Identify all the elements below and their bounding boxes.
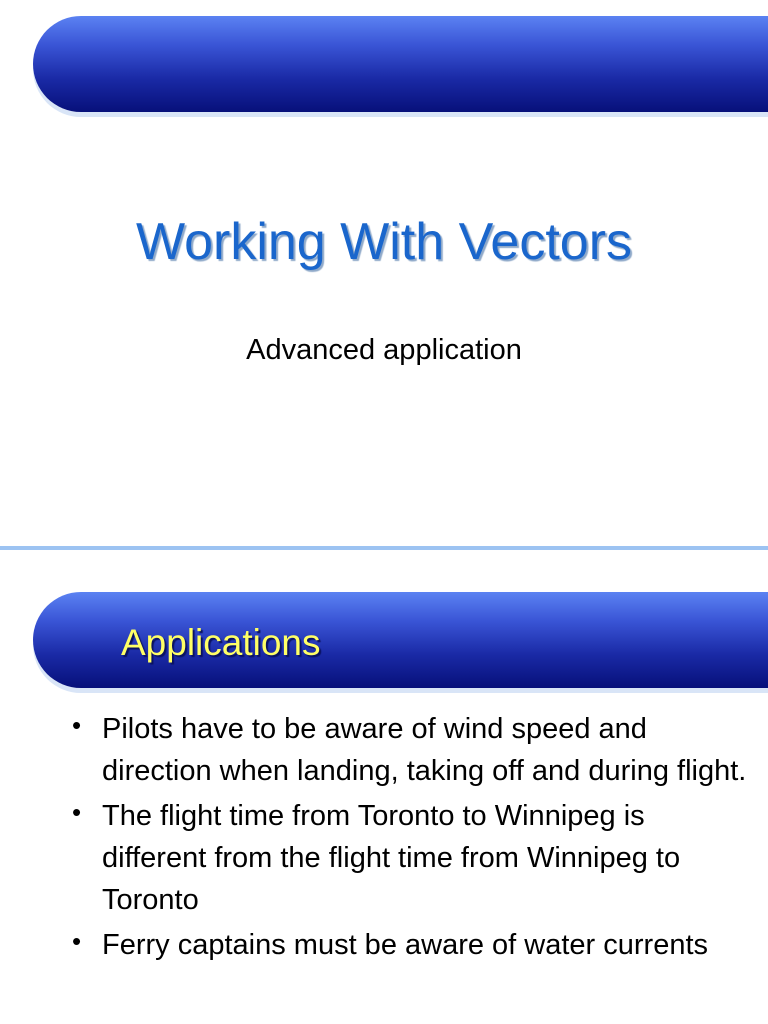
list-item [70,795,750,921]
slide-heading: Applications [121,622,321,663]
title-banner [33,592,768,688]
bullet-list [70,708,750,969]
bullet-dot-icon: • [72,926,82,956]
bullet-text: The flight time from Toronto to Winnipeg is different from the flight time from Winnipeg to Toronto [102,800,681,916]
bullet-text: Ferry captains must be aware of water currents [102,929,709,961]
applications-slide [0,550,768,1024]
title-banner [33,16,768,112]
list-item [70,924,750,966]
slide-subtitle: Advanced application [246,334,522,366]
bullet-text: Pilots have to be aware of wind speed and direction when landing, taking off and during flight. [102,713,747,787]
bullet-dot-icon: • [72,710,82,740]
bullet-dot-icon: • [72,797,82,827]
slide-title: Working With Vectors [135,213,633,271]
list-item [70,708,750,792]
